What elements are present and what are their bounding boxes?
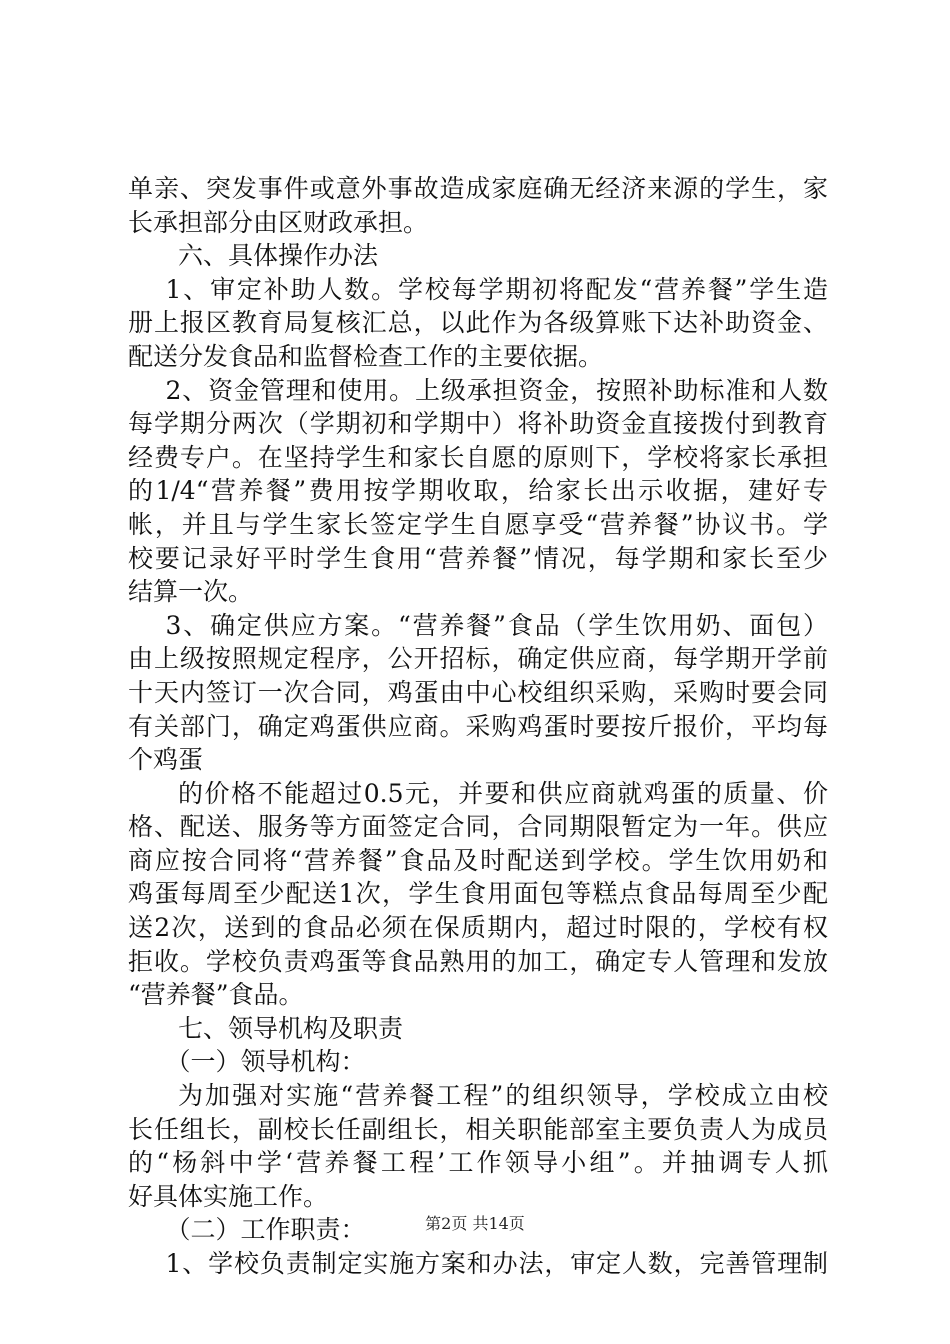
text-line: 送2次，送到的食品必须在保质期内，超过时限的，学校有权 <box>128 913 828 943</box>
text-line: 商应按合同将“营养餐”食品及时配送到学校。学生饮用奶和 <box>128 845 828 875</box>
document-body <box>128 172 828 1281</box>
text-line: 鸡蛋每周至少配送1次，学生食用面包等糕点食品每周至少配 <box>128 879 828 909</box>
text-line: （一）领导机构： <box>165 1047 366 1077</box>
text-line: 每学期分两次（学期初和学期中）将补助资金直接拨付到教育 <box>128 409 828 439</box>
text-line: 由上级按照规定程序，公开招标，确定供应商，每学期开学前 <box>128 644 828 674</box>
text-line: 七、领导机构及职责 <box>178 1013 404 1043</box>
text-line: 的1/4“营养餐”费用按学期收取，给家长出示收据，建好专 <box>128 476 828 506</box>
text-line: 经费专户。在坚持学生和家长自愿的原则下，学校将家长承担 <box>128 442 828 472</box>
text-line: 帐，并且与学生家长签定学生自愿享受“营养餐”协议书。学 <box>128 509 828 539</box>
text-line: 的价格不能超过0.5元，并要和供应商就鸡蛋的质量、价 <box>178 778 828 808</box>
text-line: “营养餐”食品。 <box>128 980 304 1010</box>
text-line: 1、审定补助人数。学校每学期初将配发“营养餐”学生造 <box>165 274 828 304</box>
text-line: 2、资金管理和使用。上级承担资金，按照补助标准和人数 <box>165 375 828 405</box>
text-line: 长承担部分由区财政承担。 <box>128 207 429 237</box>
text-line: 1、学校负责制定实施方案和办法，审定人数，完善管理制 <box>165 1249 828 1278</box>
text-line: 校要记录好平时学生食用“营养餐”情况，每学期和家长至少 <box>128 543 828 573</box>
text-line: 格、配送、服务等方面签定合同，合同期限暂定为一年。供应 <box>128 812 828 842</box>
text-line: 单亲、突发事件或意外事故造成家庭确无经济来源的学生，家 <box>128 174 828 203</box>
page-footer: 第2页 共14页 <box>425 1214 525 1233</box>
text-line: 拒收。学校负责鸡蛋等食品熟用的加工，确定专人管理和发放 <box>128 946 828 976</box>
text-line: 册上报区教育局复核汇总，以此作为各级算账下达补助资金、 <box>128 308 828 338</box>
text-line: 好具体实施工作。 <box>128 1181 329 1211</box>
text-line: 个鸡蛋 <box>128 745 204 775</box>
text-line: 六、具体操作办法 <box>178 241 379 271</box>
text-line: 配送分发食品和监督检查工作的主要依据。 <box>128 341 604 371</box>
text-line: 十天内签订一次合同，鸡蛋由中心校组织采购，采购时要会同 <box>128 677 828 707</box>
text-line: 有关部门，确定鸡蛋供应商。采购鸡蛋时要按斤报价，平均每 <box>128 711 828 741</box>
text-line: 3、确定供应方案。“营养餐”食品（学生饮用奶、面包） <box>165 610 828 640</box>
text-line: 结算一次。 <box>128 577 254 607</box>
text-line: 长任组长，副校长任副组长，相关职能部室主要负责人为成员 <box>128 1114 828 1144</box>
text-line: 的“杨斜中学‘营养餐工程’工作领导小组”。并抽调专人抓 <box>128 1148 828 1178</box>
text-line: （二）工作职责： <box>165 1215 366 1245</box>
text-line: 为加强对实施“营养餐工程”的组织领导，学校成立由校 <box>178 1081 828 1111</box>
